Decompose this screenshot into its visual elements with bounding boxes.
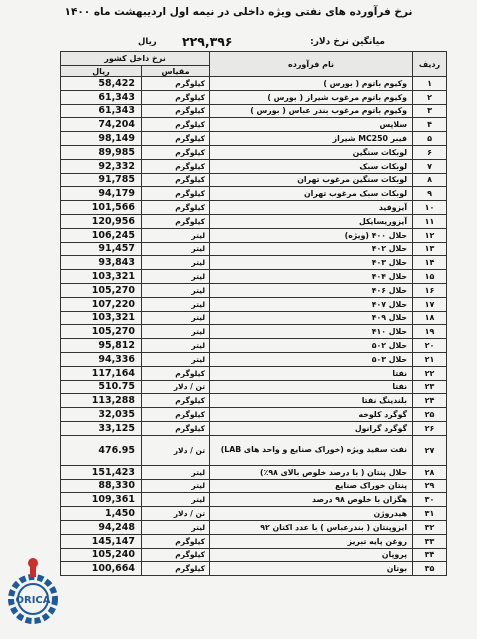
product-name: حلال ۴۰۳ [210,256,413,270]
unit-cell: کیلوگرم [142,214,210,228]
row-index: ۳۱ [413,507,447,521]
unit-cell: کیلوگرم [142,366,210,380]
product-name: آیزوریسایکل [210,214,413,228]
price-cell: 93,843 [61,256,142,270]
product-name: بلندینگ نفتا [210,394,413,408]
table-row [61,77,447,91]
table-row [61,159,447,173]
avg-rate-value: ۲۲۹,۳۹۶ [182,34,233,49]
header-index: ردیف [413,52,447,77]
table-row [61,479,447,493]
row-index: ۵ [413,132,447,146]
product-name: حلال ۴۰۹ [210,311,413,325]
header-unit: مقیاس [142,66,210,77]
product-name: ایزوپنتان ( بندرعباس ) با عدد اکتان ۹۲ [210,520,413,534]
table-row [61,325,447,339]
product-name: نفتا [210,366,413,380]
unit-cell: لیتر [142,352,210,366]
product-name: سلاپس [210,118,413,132]
price-cell: 105,240 [61,548,142,562]
unit-cell: کیلوگرم [142,408,210,422]
unit-cell: کیلوگرم [142,201,210,215]
product-name: وکیوم باتوم مرغوب بندر عباس ( بورس ) [210,104,413,118]
price-cell: 105,270 [61,325,142,339]
unit-cell: لیتر [142,228,210,242]
table-row [61,352,447,366]
row-index: ۷ [413,159,447,173]
product-name: حلال ۵۰۲ [210,339,413,353]
unit-cell: کیلوگرم [142,77,210,91]
row-index: ۸ [413,173,447,187]
product-name: گوگرد گرانول [210,421,413,435]
product-name: لوبکات سبک [210,159,413,173]
table-row [61,228,447,242]
table-row [61,394,447,408]
price-cell: 88,330 [61,479,142,493]
row-index: ۶ [413,145,447,159]
unit-cell: کیلوگرم [142,421,210,435]
table-row [61,311,447,325]
row-index: ۳۴ [413,548,447,562]
product-name: نفتا [210,380,413,394]
page-title: نرخ فرآورده های نفتی ویژه داخلی در نیمه اول اردیبهشت ماه ۱۴۰۰ [64,6,413,18]
price-cell: 91,785 [61,173,142,187]
row-index: ۲۱ [413,352,447,366]
unit-cell: کیلوگرم [142,562,210,576]
unit-cell: کیلوگرم [142,187,210,201]
price-cell: 117,164 [61,366,142,380]
price-cell: 1,450 [61,507,142,521]
unit-cell: لیتر [142,311,210,325]
product-name: لوبکات سنگین [210,145,413,159]
avg-rate-label: میانگین نرخ دلار: [310,37,385,47]
row-index: ۳ [413,104,447,118]
row-index: ۳۰ [413,493,447,507]
price-cell: 58,422 [61,77,142,91]
row-index: ۲۸ [413,465,447,479]
product-name: نفت سفید ویژه (خوراک صنایع و واحد های LAB) [210,435,413,465]
unit-cell: کیلوگرم [142,173,210,187]
table-row [61,283,447,297]
table-row [61,118,447,132]
product-name: حلال ۴۰۷ [210,297,413,311]
product-name: بوتان [210,562,413,576]
table-row [61,366,447,380]
table-row [61,507,447,521]
product-name: فیبر MC250 شیراز [210,132,413,146]
price-cell: 61,343 [61,104,142,118]
row-index: ۱۲ [413,228,447,242]
price-cell: 103,321 [61,270,142,284]
unit-cell: تن / دلار [142,435,210,465]
table-row [61,548,447,562]
product-name: حلال ۴۱۰ [210,325,413,339]
price-cell: 109,361 [61,493,142,507]
price-cell: 92,332 [61,159,142,173]
price-cell: 105,270 [61,283,142,297]
table-row [61,408,447,422]
price-cell: 101,566 [61,201,142,215]
table-row [61,562,447,576]
row-index: ۴ [413,118,447,132]
table-row [61,465,447,479]
row-index: ۱۶ [413,283,447,297]
product-name: لوبکات سبک مرغوب تهران [210,187,413,201]
unit-cell: لیتر [142,283,210,297]
unit-cell: کیلوگرم [142,548,210,562]
row-index: ۲۵ [413,408,447,422]
product-name: پنتان خوراک صنایع [210,479,413,493]
price-cell: 510.75 [61,380,142,394]
unit-cell: لیتر [142,270,210,284]
unit-cell: تن / دلار [142,380,210,394]
row-index: ۲۲ [413,366,447,380]
header-rial: ریال [61,66,142,77]
price-cell: 106,245 [61,228,142,242]
row-index: ۱۴ [413,256,447,270]
table-row [61,534,447,548]
price-cell: 74,204 [61,118,142,132]
unit-cell: کیلوگرم [142,118,210,132]
unit-cell: لیتر [142,325,210,339]
row-index: ۲۷ [413,435,447,465]
product-name: حلال ۴۰۰ (ویژه) [210,228,413,242]
row-index: ۱۸ [413,311,447,325]
row-index: ۱۰ [413,201,447,215]
product-name: آیزوفید [210,201,413,215]
row-index: ۱۱ [413,214,447,228]
row-index: ۳۲ [413,520,447,534]
row-index: ۱ [413,77,447,91]
price-cell: 94,336 [61,352,142,366]
orica-logo [3,553,63,631]
price-cell: 95,812 [61,339,142,353]
row-index: ۱۳ [413,242,447,256]
unit-cell: کیلوگرم [142,394,210,408]
table-row [61,421,447,435]
header-domestic-rate: نرخ داخل کشور [61,52,210,66]
price-cell: 103,321 [61,311,142,325]
unit-cell: کیلوگرم [142,132,210,146]
row-index: ۲ [413,90,447,104]
avg-rate-unit: ریال [138,37,157,47]
table-row [61,493,447,507]
price-cell: 476.95 [61,435,142,465]
price-cell: 89,985 [61,145,142,159]
price-cell: 120,956 [61,214,142,228]
unit-cell: تن / دلار [142,507,210,521]
unit-cell: کیلوگرم [142,159,210,173]
product-name: روغن پایه تبریز [210,534,413,548]
table-row [61,256,447,270]
price-cell: 100,664 [61,562,142,576]
unit-cell: کیلوگرم [142,90,210,104]
price-cell: 33,125 [61,421,142,435]
unit-cell: کیلوگرم [142,145,210,159]
price-cell: 94,179 [61,187,142,201]
price-cell: 91,457 [61,242,142,256]
product-name: هیدروژن [210,507,413,521]
product-name: هگزان با خلوص ۹۸ درصد [210,493,413,507]
price-cell: 145,147 [61,534,142,548]
price-cell: 32,035 [61,408,142,422]
unit-cell: لیتر [142,479,210,493]
table-row [61,270,447,284]
table-row [61,145,447,159]
product-name: حلال ۵۰۳ [210,352,413,366]
header-name: نام فرآورده [210,52,413,77]
row-index: ۱۹ [413,325,447,339]
price-table [60,51,447,576]
table-row [61,520,447,534]
table-row [61,104,447,118]
unit-cell: لیتر [142,339,210,353]
table-row [61,242,447,256]
unit-cell: لیتر [142,256,210,270]
unit-cell: لیتر [142,242,210,256]
product-name: وکیوم باتوم ( بورس ) [210,77,413,91]
row-index: ۳۵ [413,562,447,576]
row-index: ۳۳ [413,534,447,548]
row-index: ۲۰ [413,339,447,353]
table-row [61,339,447,353]
price-cell: 61,343 [61,90,142,104]
price-cell: 94,248 [61,520,142,534]
table-row [61,380,447,394]
price-cell: 113,288 [61,394,142,408]
table-row [61,173,447,187]
price-cell: 98,149 [61,132,142,146]
unit-cell: لیتر [142,493,210,507]
table-row [61,297,447,311]
product-name: حلال ۴۰۶ [210,283,413,297]
product-name: حلال ۴۰۴ [210,270,413,284]
row-index: ۲۳ [413,380,447,394]
row-index: ۲۶ [413,421,447,435]
price-cell: 151,423 [61,465,142,479]
unit-cell: لیتر [142,520,210,534]
product-name: حلال ۴۰۲ [210,242,413,256]
row-index: ۲۹ [413,479,447,493]
product-name: گوگرد کلوخه [210,408,413,422]
unit-cell: کیلوگرم [142,534,210,548]
row-index: ۱۷ [413,297,447,311]
row-index: ۲۴ [413,394,447,408]
row-index: ۱۵ [413,270,447,284]
product-name: پروپان [210,548,413,562]
logo-text: ORICA [15,595,51,606]
unit-cell: کیلوگرم [142,104,210,118]
product-name: وکیوم باتوم مرغوب شیراز ( بورس ) [210,90,413,104]
table-row [61,132,447,146]
price-cell: 107,220 [61,297,142,311]
table-row [61,435,447,465]
gear-logo-icon [11,558,55,621]
product-name: لوبکات سنگین مرغوب تهران [210,173,413,187]
table-row [61,90,447,104]
table-row [61,187,447,201]
table-row [61,214,447,228]
table-row [61,201,447,215]
row-index: ۹ [413,187,447,201]
unit-cell: لیتر [142,465,210,479]
unit-cell: لیتر [142,297,210,311]
product-name: حلال پنتان ( با درصد خلوص بالای ۹۸٪) [210,465,413,479]
